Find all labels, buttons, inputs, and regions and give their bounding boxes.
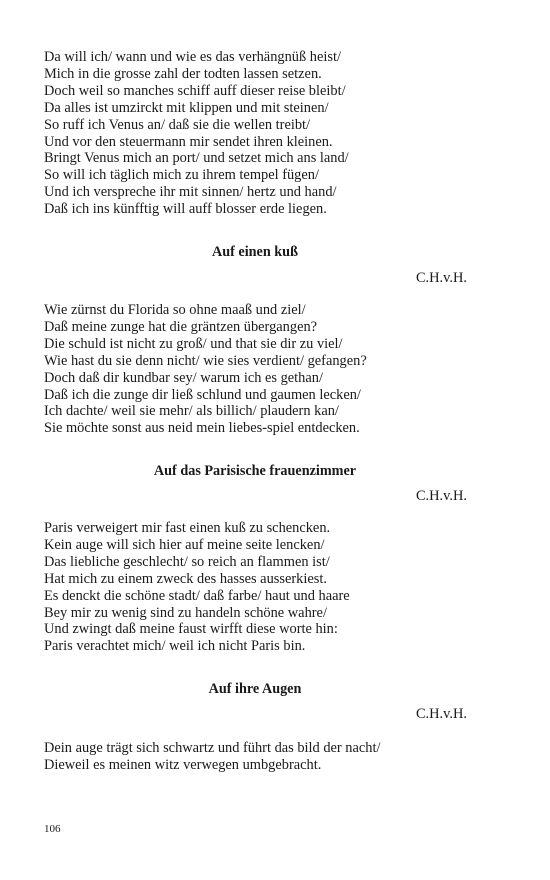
verse-line: Da alles ist umzirckt mit klippen und mit steinen/ — [44, 99, 329, 116]
verse-line: Bey mir zu wenig sind zu handeln schöne wahre/ — [44, 604, 327, 621]
verse-line: Dein auge trägt sich schwartz und führt das bild der nacht/ — [44, 740, 381, 756]
verse-line: Doch daß dir kundbar sey/ warum ich es gethan/ — [44, 369, 323, 386]
poem-author: C.H.v.H. — [415, 270, 467, 286]
verse-line: Daß meine zunge hat die gräntzen übergangen? — [44, 318, 318, 335]
poem-title: Auf das Parisische frauenzimmer — [153, 463, 357, 479]
verse-line: Paris verachtet mich/ weil ich nicht Paris bin. — [44, 638, 306, 655]
verse-line: Da will ich/ wann und wie es das verhängnüß heist/ — [44, 49, 341, 65]
poem-body — [44, 302, 484, 437]
verse-line: Es denckt die schöne stadt/ daß farbe/ haut und haare — [44, 587, 350, 604]
page-number: 106 — [44, 823, 61, 835]
verse-line: So ruff ich Venus an/ daß sie die wellen treibt/ — [44, 116, 311, 133]
verse-line: Mich in die grosse zahl der todten lassen setzen. — [44, 65, 322, 82]
poem-title: Auf ihre Augen — [208, 681, 302, 697]
poem-body — [44, 520, 484, 655]
verse-line: Wie hast du sie denn nicht/ wie sies verdient/ gefangen? — [44, 352, 367, 369]
poem-continuation — [44, 49, 484, 218]
verse-line: Die schuld ist nicht zu groß/ und that sie dir zu viel/ — [44, 335, 343, 352]
verse-line: Kein auge will sich hier auf meine seite lencken/ — [44, 536, 325, 553]
verse-line: Bringt Venus mich an port/ und setzet mich ans land/ — [44, 150, 349, 167]
verse-line: Das liebliche geschlecht/ so reich an flammen ist/ — [44, 553, 330, 570]
verse-line: So will ich täglich mich zu ihrem tempel fügen/ — [44, 167, 319, 184]
verse-line: Daß ich die zunge dir ließ schlund und gaumen lecken/ — [44, 386, 361, 403]
poem-author: C.H.v.H. — [415, 706, 467, 722]
verse-line: Dieweil es meinen witz verwegen umbgebracht. — [44, 756, 322, 773]
verse-line: Und vor den steuermann mir sendet ihren kleinen. — [44, 133, 333, 150]
verse-line: Ich dachte/ weil sie mehr/ als billich/ plaudern kan/ — [44, 403, 339, 420]
poem-body — [44, 740, 484, 774]
verse-line: Paris verweigert mir fast einen kuß zu schencken. — [44, 520, 331, 536]
verse-line: Doch weil so manches schiff auff dieser reise bleibt/ — [44, 82, 346, 99]
verse-line: Hat mich zu einem zweck des hasses ausserkiest. — [44, 570, 327, 587]
verse-line: Daß ich ins künfftig will auff blosser erde liegen. — [44, 201, 327, 218]
verse-line: Wie zürnst du Florida so ohne maaß und ziel/ — [44, 302, 306, 318]
verse-line: Und ich verspreche ihr mit sinnen/ hertz und hand/ — [44, 184, 337, 201]
verse-line: Sie möchte sonst aus neid mein liebes-spiel entdecken. — [44, 420, 360, 437]
poem-title: Auf einen kuß — [212, 244, 298, 260]
verse-line: Und zwingt daß meine faust wirfft diese worte hin: — [44, 621, 338, 638]
poem-author: C.H.v.H. — [415, 488, 467, 504]
